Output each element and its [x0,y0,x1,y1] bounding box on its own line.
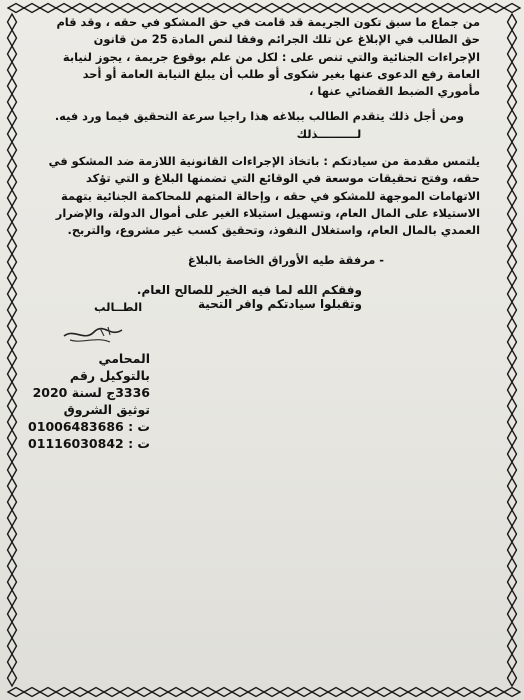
attachments-note: - مرفقة طيه الأوراق الخاصة بالبلاغ [187,252,384,267]
signature-scribble-icon [60,322,130,348]
therefore-heading: لــــــــــذلك [296,126,362,141]
notary-office: توثيق الشروق [63,402,150,417]
closing-line-2: وتقبلوا سيادتكم وافر التحية [197,296,362,311]
lawyer-title: المحامي [98,351,150,366]
paragraph-request: ومن أجل ذلك يتقدم الطالب ببلاغه هذا راجيا سرعة التحقيق فيما ورد فيه. [54,109,464,124]
paragraph-legal-basis: من جماع ما سبق تكون الجريمة قد قامت في حق المشكو في حقه ، وقد قام حق الطالب في الإبلاغ عن تلك الجرائم وفقا لنص المادة 25 من قانون الإجراءات الجنائية والتي تنص على : لكل من علم بوقوع جريمة ، يجوز لنيابة العامة رفع الدعوى عنها بغير شكوى أو طلب أن يبلغ النيابة العامة أو أحد مأموري الضبط القضائي عنها ، [56,15,480,99]
phone-2: ت : 01116030842 [28,436,150,451]
applicant-label: الطــالب [94,300,143,314]
phone-1: ت : 01006483686 [28,419,150,434]
closing-line-1: وفقكم الله لما فيه الخير للصالح العام. [136,282,362,297]
power-of-attorney-label: بالتوكيل رقم [69,368,150,383]
lawyer-info [28,350,150,452]
letter-body [48,14,480,311]
power-of-attorney-number: 3336ج لسنة 2020 [32,385,150,400]
paragraph-demands: يلتمس مقدمة من سيادتكم : باتخاذ الإجراءات القانونية اللازمة ضد المشكو في حقه، وفتح تحقيقات موسعة في الوقائع التي تضمنها البلاغ و التي تؤكد الاتهامات الموجهة للمشكو في حقه ، وإحالة المتهم للمحاكمة الجنائية بتهمة الاستيلاء على المال العام، وتسهيل استيلاء الغير على أموال الدولة، والإضرار العمدي بالمال العام، واستغلال النفوذ، وتحقيق كسب غير مشروع، والتربح. [48,154,480,238]
